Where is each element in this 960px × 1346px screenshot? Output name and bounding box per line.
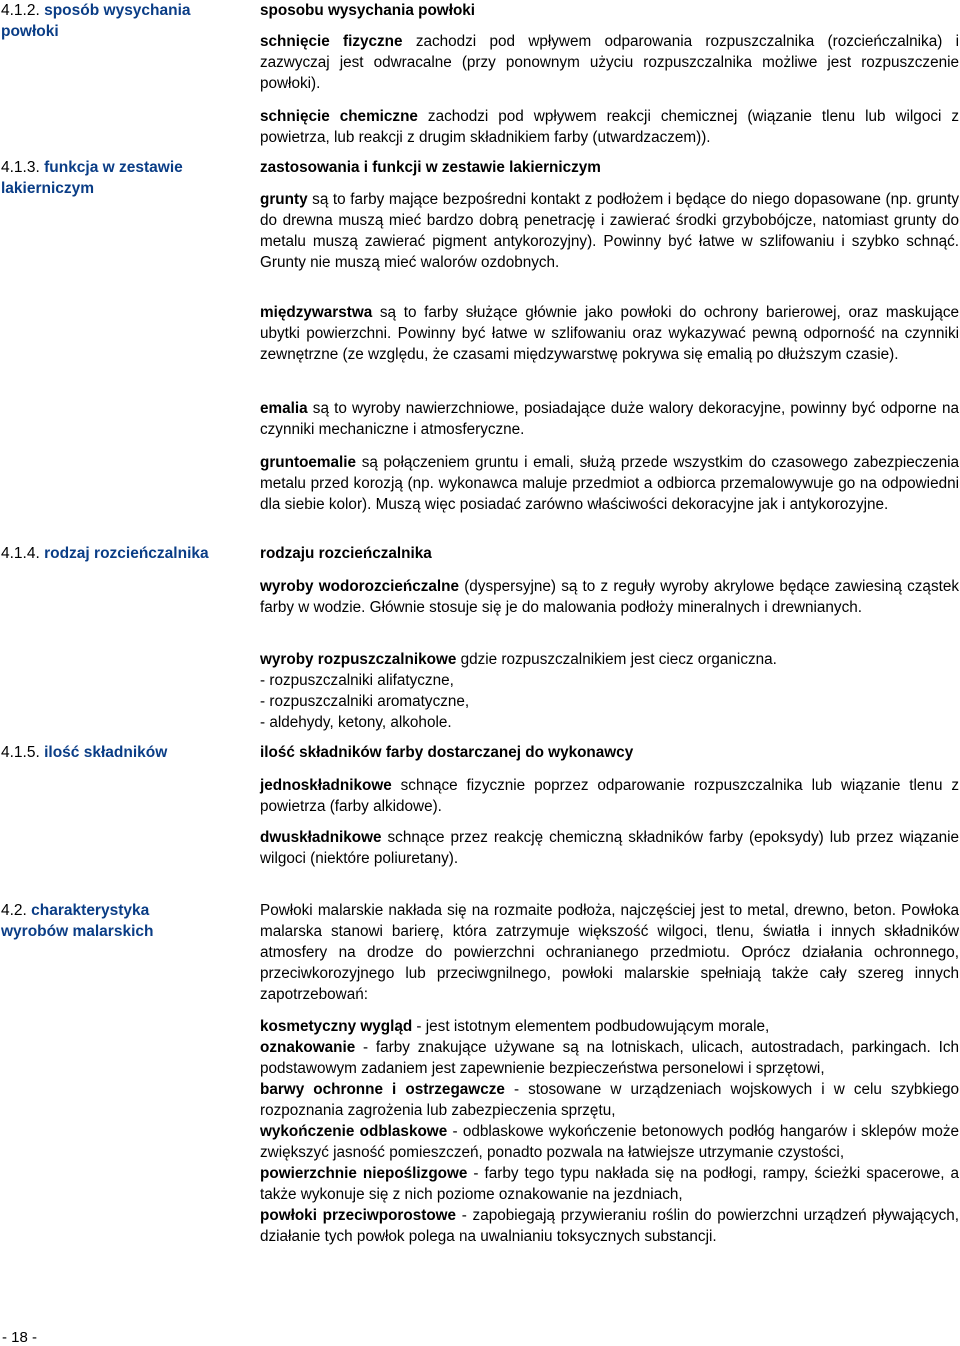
list-item: [260, 1016, 959, 1037]
paragraph-characteristics-intro: Powłoki malarskie nakłada się na rozmaite podłoża, najczęściej jest to metal, drewno, beton. Powłoka malarska stanowi barierę, która zatrzymuje większość wilgoci, tlenu, światła i innych składników atmosfery na drodze do powierzchni ochranianego przedmiotu. Oprócz działania ochronnego, przeciwkorozyjnego lub przeciwgnilnego, powłoki malarskie spełniają także cały szereg innych zapotrzebowań:: [260, 902, 959, 1003]
heading-drying: sposobu wysychania powłoki: [260, 2, 476, 19]
term-two-component: dwuskładnikowe: [260, 829, 382, 846]
list-item: - aldehydy, ketony, alkohole.: [260, 714, 452, 731]
term-primer-enamel: gruntoemalie: [260, 454, 357, 471]
section-label-4-1-4: [1, 543, 246, 564]
paragraph-intermediate: [260, 302, 959, 365]
text-chemical-drying: zachodzi pod wpływem reakcji chemicznej (wiązanie tlenu lub wilgoci z powietrza, lub reakcji z drugim składnikiem farby (utwardzaczem)).: [260, 108, 960, 146]
list-item-text: - farby tego typu nakłada się na podłogi, rampy, ścieżki spacerowe, a także wykonuje się z nich poziome oznakowanie na jezdniach,: [260, 1165, 959, 1203]
text-enamel: są to wyroby nawierzchniowe, posiadające duże walory dekoracyjne, powinny być odporne na czynniki mechaniczne i atmosferyczne.: [260, 400, 959, 438]
paragraph-two-component: [260, 827, 959, 869]
list-item-text: - stosowane w urządzeniach wojskowych i w celu szybkiego rozpoznania zagrożenia lub zabezpieczenia sprzętu,: [260, 1081, 959, 1119]
section-number: 4.1.4.: [1, 545, 40, 562]
paragraph-primer-enamel: [260, 452, 959, 515]
list-item-term: oznakowanie: [260, 1039, 356, 1056]
list-item-term: barwy ochronne i ostrzegawcze: [260, 1081, 505, 1098]
section-label-4-1-2: [1, 0, 246, 42]
list-item: [260, 1037, 959, 1079]
section-title-line-2: lakierniczym: [1, 180, 95, 197]
section-label-4-2: [1, 900, 246, 942]
list-item: [260, 1121, 959, 1163]
term-primers: grunty: [260, 191, 308, 208]
list-item: - rozpuszczalniki aromatyczne,: [260, 693, 470, 710]
section-title: sposób wysychania: [44, 2, 191, 19]
text-primers: są to farby mające bezpośredni kontakt z podłożem i będące do niego dopasowane (np. grunty do drewna muszą mieć bardzo dobrą penetrację i zawierać środki grzybobójcze, natomiast grunty do metalu muszą zawierać pigment antykorozyjny). Powinny być łatwe w szlifowaniu i szybko schnąć. Grunty nie muszą mieć walorów ozdobnych.: [260, 191, 959, 271]
paragraph-primers: [260, 189, 959, 273]
paragraph-physical-drying: [260, 31, 959, 94]
section-number: 4.1.3.: [1, 159, 40, 176]
section-label-4-1-3: [1, 157, 246, 199]
term-one-component: jednoskładnikowe: [260, 777, 392, 794]
list-item-text: - farby znakujące używane są na lotniskach, ulicach, autostradach, parkingach. Ich podstawowym zadaniem jest zapewnienie bezpieczeństwa personelowi i sprzętowi,: [260, 1039, 959, 1077]
list-item-term: kosmetyczny wygląd: [260, 1018, 413, 1035]
term-physical-drying: schnięcie fizyczne: [260, 33, 403, 50]
paragraph-water-based: [260, 576, 959, 618]
term-chemical-drying: schnięcie chemiczne: [260, 108, 418, 125]
term-water-based: wyroby wodorozcieńczalne: [260, 578, 459, 595]
term-intermediate: międzywarstwa: [260, 304, 373, 321]
section-title-line-2: wyrobów malarskich: [1, 923, 154, 940]
text-water-based: (dyspersyjne) są to z reguły wyroby akrylowe będące zawiesiną cząstek farby w wodzie. Głównie stosuje się je do malowania podłoży mineralnych i drewnianych.: [260, 578, 959, 616]
paragraph-solvent-based: [260, 649, 959, 733]
heading-thinner: rodzaju rozcieńczalnika: [260, 545, 432, 562]
text-physical-drying: zachodzi pod wpływem odparowania rozpuszczalnika (rozcieńczalnika) i zazwyczaj jest odwracalne (przy ponownym użyciu rozpuszczalnika możliwe jest rozpuszczenie powłoki).: [260, 33, 959, 92]
section-title: funkcja w zestawie: [44, 159, 183, 176]
section-label-4-1-5: [1, 742, 246, 763]
section-title-line-2: powłoki: [1, 23, 59, 40]
list-item-text: - jest istotnym elementem podbudowującym morale,: [412, 1018, 770, 1035]
list-item: [260, 1163, 959, 1205]
heading-components: ilość składników farby dostarczanej do wykonawcy: [260, 744, 634, 761]
paragraph-enamel: [260, 398, 959, 440]
section-number: 4.2.: [1, 902, 27, 919]
list-item-term: powierzchnie niepoślizgowe: [260, 1165, 468, 1182]
section-number: 4.1.5.: [1, 744, 40, 761]
page-number: - 18 -: [2, 1329, 38, 1346]
section-title: ilość składników: [44, 744, 168, 761]
text-primer-enamel: są połączeniem gruntu i emali, służą przede wszystkim do czasowego zabezpieczenia metalu przed korozją (np. wykonawca maluje przedmiot a odbiorca przemalowywuje go na odpowiedni dla siebie kolor). Muszą więc posiadać zarówno właściwości dekoracyjne jak i antykorozyjne.: [260, 454, 959, 513]
section-title: rodzaj rozcieńczalnika: [44, 545, 209, 562]
list-item: [260, 1205, 959, 1247]
section-title: charakterystyka: [31, 902, 150, 919]
list-item: - rozpuszczalniki alifatyczne,: [260, 672, 454, 689]
text-intermediate: są to farby służące głównie jako powłoki do ochrony barierowej, oraz maskujące ubytki powierzchni. Powinny być łatwe w szlifowaniu oraz wykazywać pewną odporność na czynniki zewnętrzne (ze względu, że czasami międzywarstwę pokrywa się emalią po dłuższym czasie).: [260, 304, 959, 363]
list-item: [260, 1079, 959, 1121]
text-solvent-based: gdzie rozpuszczalnikiem jest ciecz organiczna.: [456, 651, 777, 668]
list-item-text: - zapobiegają przywieraniu roślin do powierzchni urządzeń pływających, działanie tych powłok polega na uwalnianiu toksycznych substancji.: [260, 1207, 960, 1245]
section-number: 4.1.2.: [1, 2, 40, 19]
list-item-term: wykończenie odblaskowe: [260, 1123, 448, 1140]
paragraph-one-component: [260, 775, 959, 817]
list-item-term: powłoki przeciwporostowe: [260, 1207, 457, 1224]
text-two-component: schnące przez reakcję chemiczną składników farby (epoksydy) lub przez wiązanie wilgoci (niektóre poliuretany).: [260, 829, 959, 867]
term-solvent-based: wyroby rozpuszczalnikowe: [260, 651, 457, 668]
paragraph-chemical-drying: [260, 106, 959, 148]
list-item-text: - odblaskowe wykończenie betonowych podłóg hangarów i sklepów może zwiększyć jasność pomieszczeń, ponadto pozwala na łatwiejsze utrzymanie czystości,: [260, 1123, 959, 1161]
text-one-component: schnące fizycznie poprzez odparowanie rozpuszczalnika lub wiązanie tlenu z powietrza (farby alkidowe).: [260, 777, 959, 815]
characteristics-list: [260, 1016, 959, 1247]
term-enamel: emalia: [260, 400, 308, 417]
heading-function: zastosowania i funkcji w zestawie lakierniczym: [260, 159, 601, 176]
